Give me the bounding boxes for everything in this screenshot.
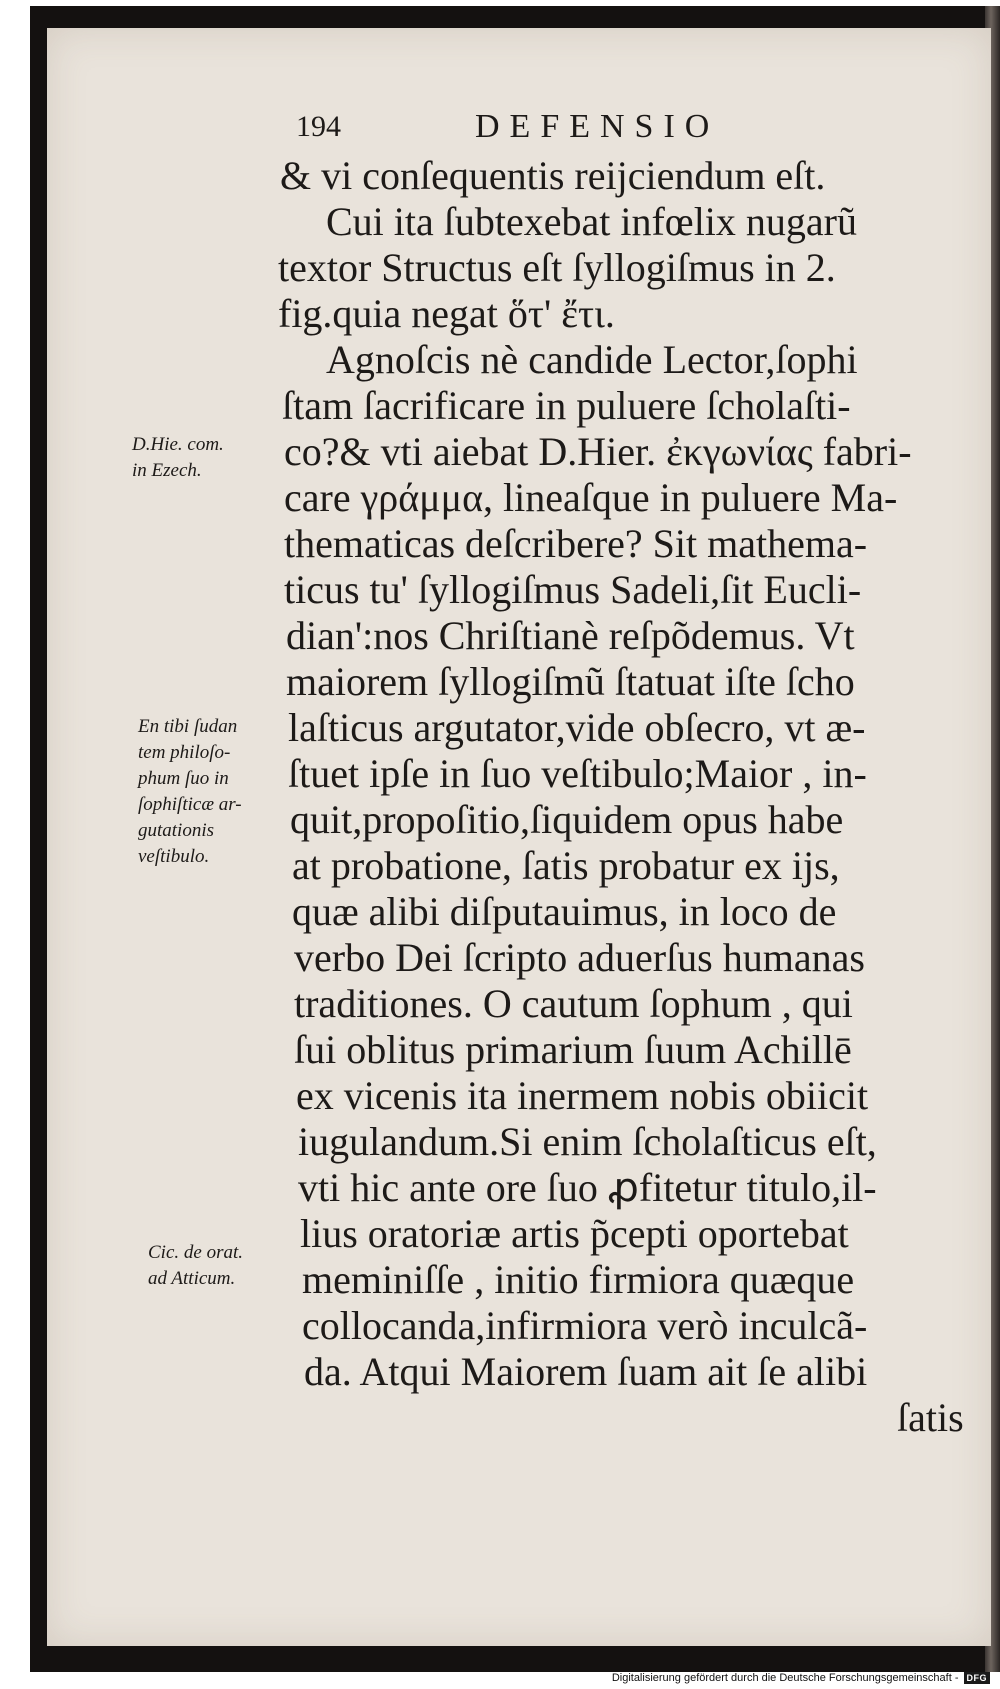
text-line: laſticus argutator,vide obſecro, vt æ-: [288, 705, 866, 750]
margin-note-line: tem philoſo-: [138, 742, 231, 763]
text-line: quit,propoſitio,ſiquidem opus habe: [290, 797, 844, 842]
text-line: lius oratoriæ artis p̃cepti oportebat: [300, 1211, 849, 1256]
dfg-logo-icon: DFG: [964, 1672, 991, 1684]
text-line: dian':nos Chriſtianè reſpõdemus. Vt: [286, 613, 855, 658]
margin-note-line: in Ezech.: [132, 460, 202, 481]
text-line: textor Structus eſt ſyllogiſmus in 2.: [278, 245, 836, 290]
margin-note: [138, 714, 242, 870]
text-line: collocanda,infirmiora verò inculcã-: [302, 1303, 868, 1348]
text-line: thematicas deſcribere? Sit mathema-: [284, 521, 868, 566]
text-line: da. Atqui Maiorem ſuam ait ſe alibi: [304, 1349, 868, 1394]
margin-note-line: ad Atticum.: [148, 1268, 236, 1289]
text-line: ſtuet ipſe in ſuo veſtibulo;Maior , in-: [288, 751, 867, 796]
margin-note-line: ſophiſticæ ar-: [138, 794, 242, 815]
text-line: iugulandum.Si enim ſcholaſticus eſt,: [298, 1119, 877, 1164]
page-number: 194: [296, 110, 341, 143]
text-line: co?& vti aiebat D.Hier. ἐκγωνίας fabri-: [284, 429, 912, 474]
text-line: verbo Dei ſcripto aduerſus humanas: [294, 935, 865, 980]
margin-note-line: gutationis: [138, 820, 215, 841]
text-line: quæ alibi diſputauimus, in loco de: [292, 889, 837, 934]
text-line: at probatione, ſatis probatur ex ijs,: [292, 843, 840, 888]
running-title: DEFENSIO: [475, 108, 720, 145]
text-line: ſui oblitus primarium ſuum Achillē: [294, 1027, 852, 1072]
text-line: fig.quia negat ὅτ' ἔτι.: [278, 291, 615, 336]
margin-note-line: Cic. de orat.: [148, 1242, 243, 1263]
text-line: vti hic ante ore ſuo ꝓfitetur titulo,il-: [298, 1165, 877, 1210]
margin-note: [132, 432, 224, 484]
text-line: ex vicenis ita inermem nobis obiicit: [296, 1073, 869, 1118]
margin-note-line: veſtibulo.: [138, 846, 210, 867]
text-line: & vi conſequentis reijciendum eſt.: [280, 153, 826, 198]
text-line: traditiones. O cautum ſophum , qui: [294, 981, 853, 1026]
digitization-credit: [612, 1670, 990, 1686]
text-line: ſtam ſacrificare in puluere ſcholaſti-: [282, 383, 851, 428]
text-line: care γράμμα, lineaſque in puluere Ma-: [284, 475, 898, 520]
margin-note-line: D.Hie. com.: [132, 434, 224, 455]
margin-note-line: phum ſuo in: [138, 768, 229, 789]
catchword: ſatis: [897, 1395, 964, 1440]
text-line: meminiſſe , initio firmiora quæque: [302, 1257, 855, 1302]
text-line: ticus tu' ſyllogiſmus Sadeli,ſit Eucli-: [284, 567, 862, 612]
text-line: maiorem ſyllogiſmũ ſtatuat iſte ſcho: [286, 659, 855, 704]
margin-note: [148, 1240, 243, 1292]
text-line: Agnoſcis nè candide Lector,ſophi: [326, 337, 858, 382]
text-line: Cui ita ſubtexebat infœlix nugarũ: [326, 199, 857, 244]
margin-note-line: En tibi ſudan: [138, 716, 238, 737]
credit-text: Digitalisierung gefördert durch die Deutsche Forschungsgemeinschaft -: [611, 1672, 959, 1684]
